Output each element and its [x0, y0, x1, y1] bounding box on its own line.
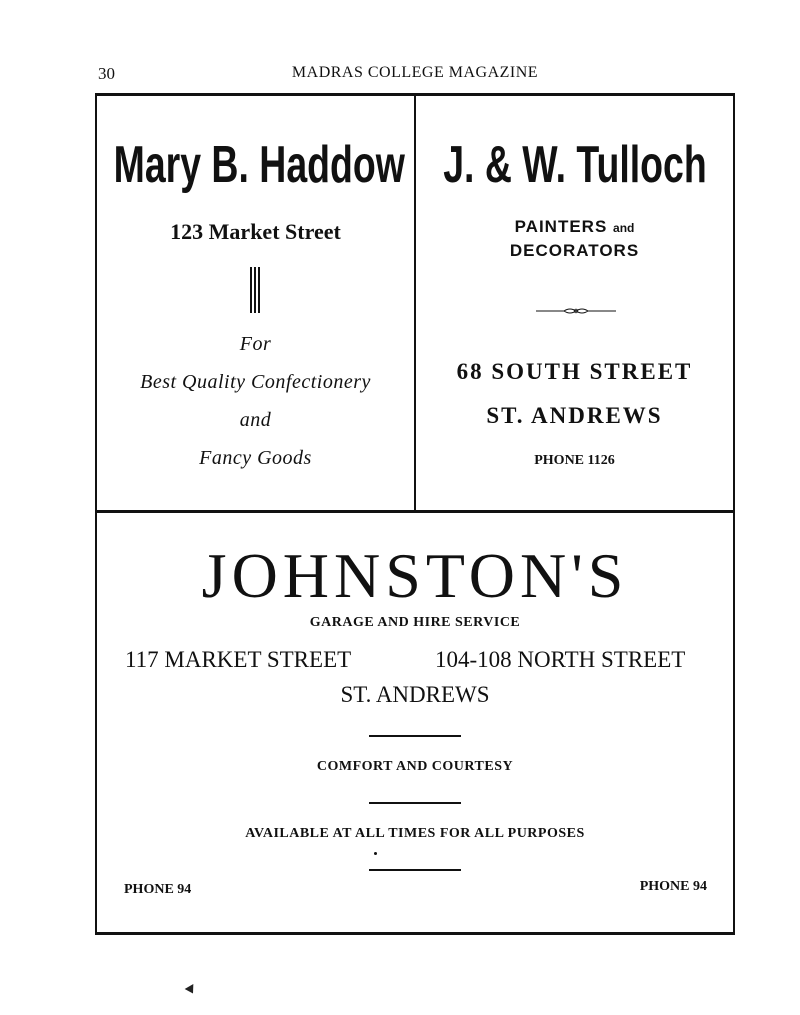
- tulloch-address-town: ST. ANDREWS: [486, 403, 663, 428]
- tulloch-address-street: 68 SOUTH STREET: [456, 359, 693, 384]
- johnston-name: JOHNSTON'S: [201, 540, 629, 611]
- haddow-line-quality: Best Quality Confectionery: [140, 371, 371, 393]
- johnston-town: ST. ANDREWS: [340, 682, 490, 707]
- ad-tulloch: [416, 95, 733, 510]
- johnston-subtitle: GARAGE AND HIRE SERVICE: [309, 615, 521, 630]
- haddow-street: 123 Market Street: [170, 219, 341, 244]
- running-title: MADRAS COLLEGE MAGAZINE: [291, 64, 539, 81]
- dot-mark: [374, 852, 377, 855]
- tulloch-name: J. & W. Tulloch: [442, 136, 707, 194]
- short-rule-2: [369, 802, 461, 804]
- haddow-name: Mary B. Haddow: [113, 136, 405, 194]
- haddow-line-and: and: [239, 409, 272, 431]
- johnston-address-north: 104-108 NORTH STREET: [435, 647, 686, 672]
- tulloch-name-block: [376, 135, 773, 195]
- short-rule-1: [369, 735, 461, 737]
- johnston-slogan: COMFORT AND COURTESY: [316, 759, 514, 774]
- scroll-ornament-icon: [534, 305, 618, 317]
- haddow-line-goods: Fancy Goods: [199, 447, 312, 469]
- tulloch-trade-line1: [416, 217, 733, 237]
- johnston-availability: AVAILABLE AT ALL TIMES FOR ALL PURPOSES: [245, 826, 585, 841]
- tulloch-phone: PHONE 1126: [534, 453, 615, 468]
- tulloch-trade-decorators: DECORATORS: [509, 241, 640, 260]
- haddow-line-for: For: [239, 333, 272, 355]
- tulloch-trade-and: and: [613, 221, 635, 235]
- triple-rule-ornament: [250, 267, 260, 313]
- ad-haddow: [97, 95, 414, 510]
- johnston-phone-right: PHONE 94: [639, 879, 707, 894]
- page-number: 30: [98, 64, 115, 83]
- johnston-phone-left: PHONE 94: [124, 882, 192, 897]
- stray-ink-mark: [185, 984, 198, 996]
- short-rule-3: [369, 869, 461, 871]
- ad-johnston: [97, 513, 733, 933]
- tulloch-trade-painters: PAINTERS: [514, 217, 608, 236]
- johnston-address-market: 117 MARKET STREET: [125, 647, 352, 672]
